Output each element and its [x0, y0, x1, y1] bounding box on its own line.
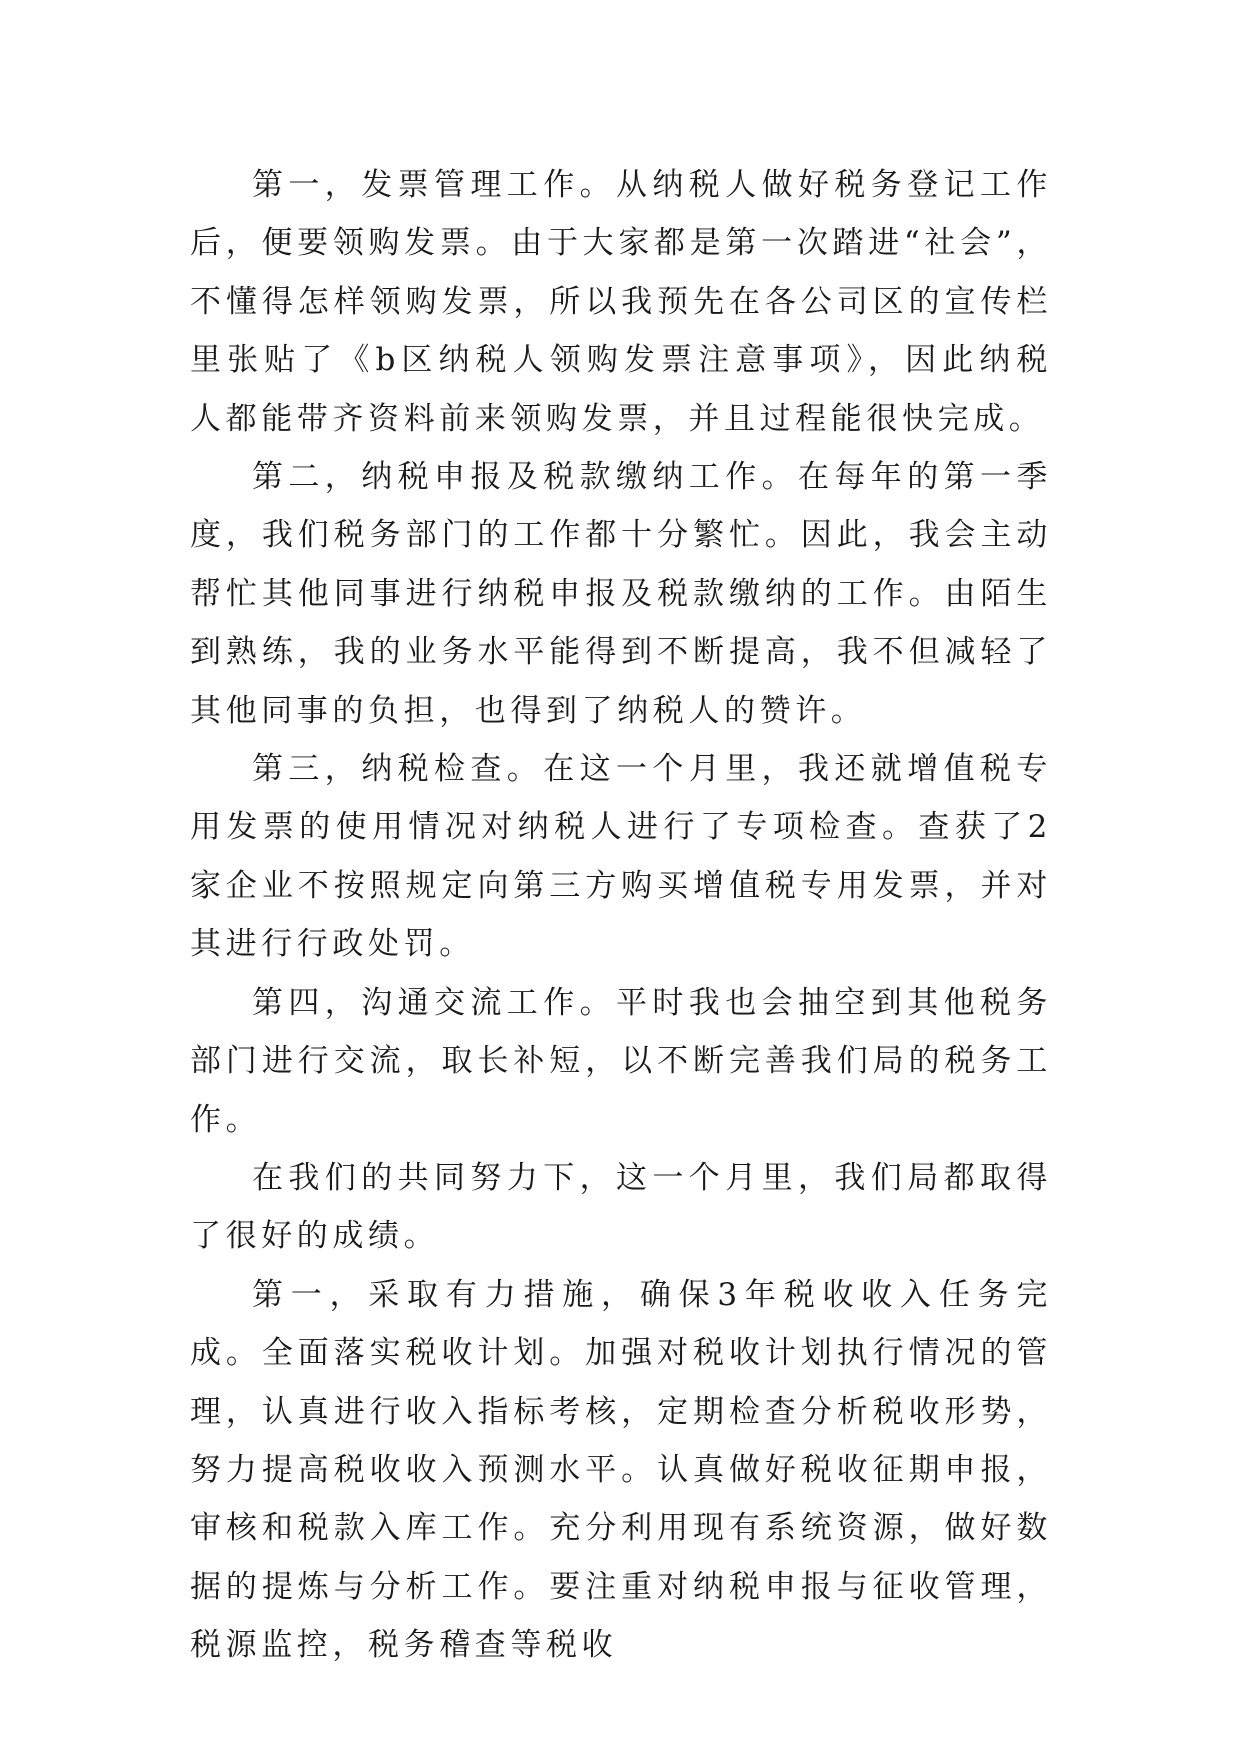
- paragraph-tax-filing: 第二，纳税申报及税款缴纳工作。在每年的第一季度，我们税务部门的工作都十分繁忙。因此，我会主动帮忙其他同事进行纳税申报及税款缴纳的工作。由陌生到熟练，我的业务水平能得到不断提高，我不但减轻了其他同事的负担，也得到了纳税人的赞许。: [190, 459, 1052, 729]
- paragraph-communication: 第四，沟通交流工作。平时我也会抽空到其他税务部门进行交流，取长补短，以不断完善我们局的税务工作。: [190, 984, 1052, 1138]
- paragraph-tax-inspection: 第三，纳税检查。在这一个月里，我还就增值税专用发票的使用情况对纳税人进行了专项检查。查获了2家企业不按照规定向第三方购买增值税专用发票，并对其进行行政处罚。: [190, 751, 1052, 963]
- paragraph-revenue-measures: 第一，采取有力措施，确保3年税收收入任务完成。全面落实税收计划。加强对税收计划执行情况的管理，认真进行收入指标考核，定期检查分析税收形势，努力提高税收收入预测水平。认真做好税收征期申报，审核和税款入库工作。充分利用现有系统资源，做好数据的提炼与分析工作。要注重对纳税申报与征收管理，税源监控，税务稽查等税收: [190, 1276, 1052, 1664]
- paragraph-invoice-management: 第一，发票管理工作。从纳税人做好税务登记工作后，便要领购发票。由于大家都是第一次踏进“社会”，不懂得怎样领购发票，所以我预先在各公司区的宣传栏里张贴了《b区纳税人领购发票注意事项》，因此纳税人都能带齐资料前来领购发票，并且过程能很快完成。: [190, 167, 1052, 437]
- paragraph-achievement: 在我们的共同努力下，这一个月里，我们局都取得了很好的成绩。: [190, 1159, 1052, 1255]
- document-body: [190, 156, 1052, 1675]
